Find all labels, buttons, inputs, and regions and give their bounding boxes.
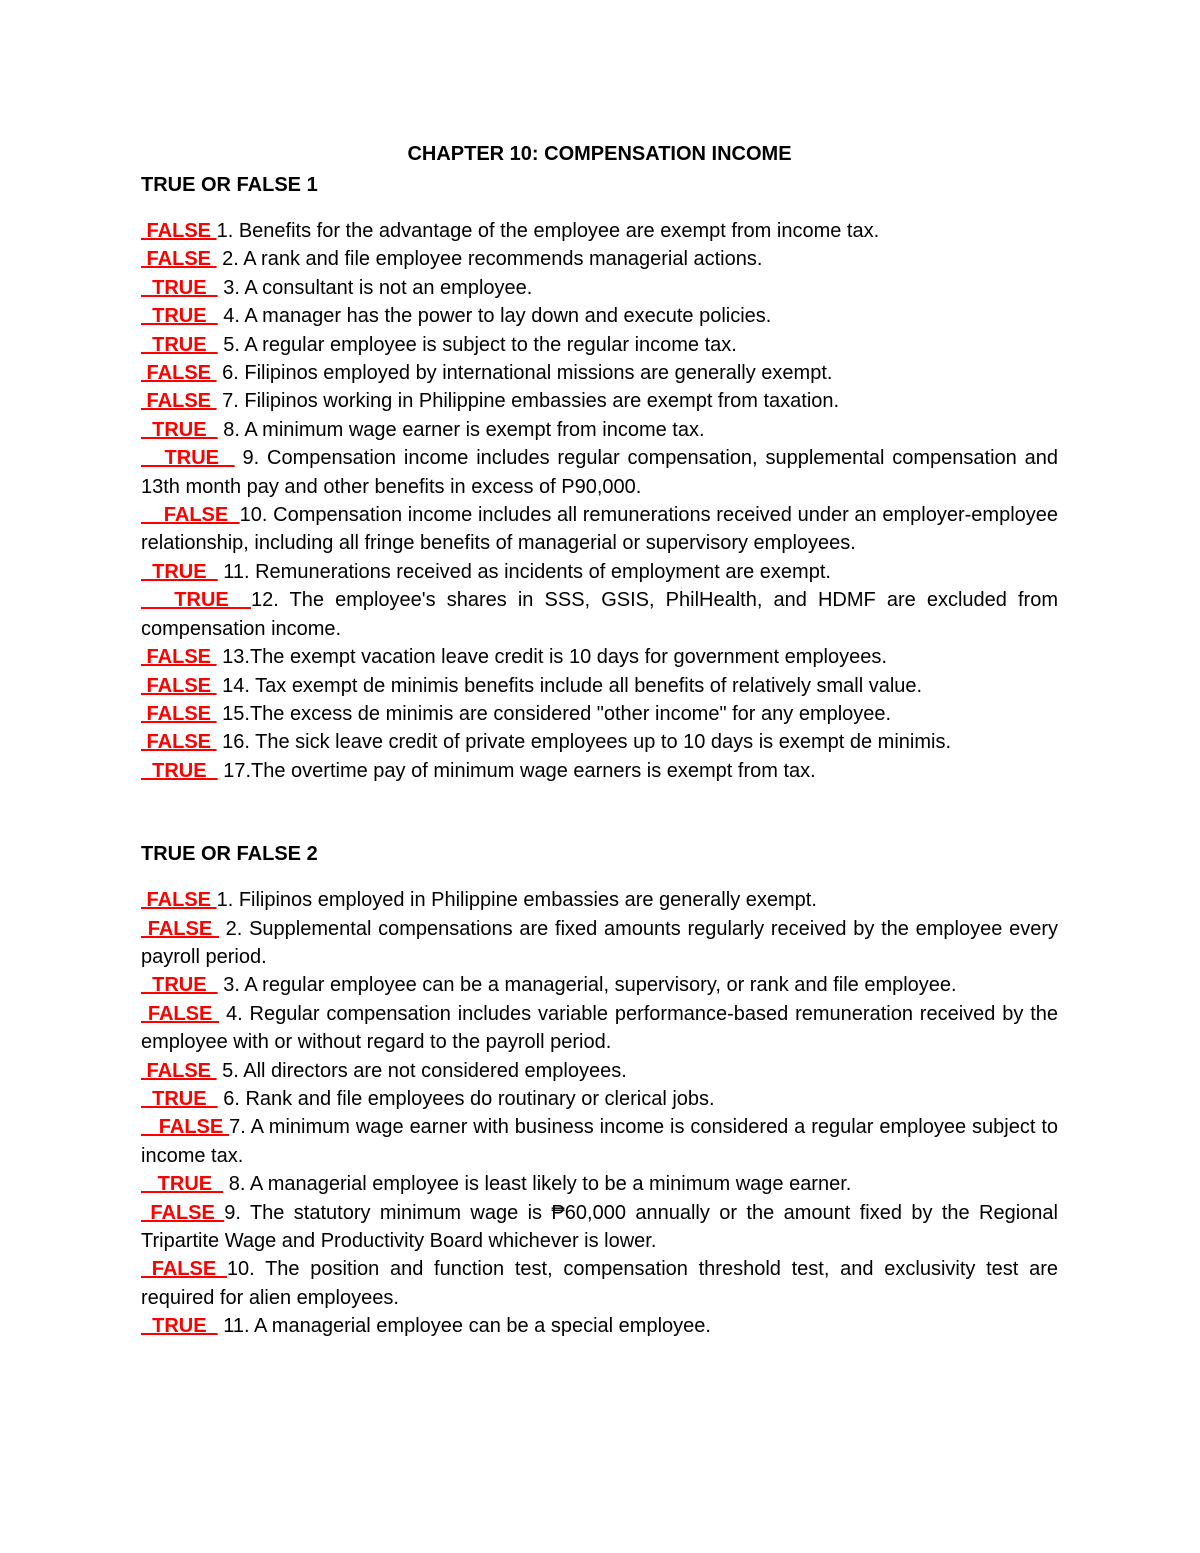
question-item — [141, 217, 1058, 245]
question-item — [141, 245, 1058, 273]
section-items — [141, 886, 1058, 1341]
question-text: 3. A regular employee can be a managerial, supervisory, or rank and file employee. — [217, 974, 957, 997]
answer-label: FALSE — [141, 1201, 225, 1224]
question-item — [141, 1255, 1058, 1312]
document-page — [141, 140, 1058, 1341]
answer-label: TRUE — [141, 1173, 224, 1196]
answer-label: FALSE — [141, 1258, 227, 1281]
answer-label: TRUE — [141, 305, 218, 328]
answer-label: TRUE — [141, 447, 235, 470]
question-item — [141, 387, 1058, 415]
question-text: 13.The exempt vacation leave credit is 10 days for government employees. — [216, 646, 887, 669]
question-text: 14. Tax exempt de minimis benefits include all benefits of relatively small value. — [216, 674, 923, 697]
question-item — [141, 915, 1058, 972]
answer-label: TRUE — [141, 974, 218, 997]
answer-label: TRUE — [141, 276, 218, 299]
question-text: 11. A managerial employee can be a special employee. — [217, 1315, 711, 1338]
answer-label: TRUE — [141, 333, 218, 356]
question-text: 2. A rank and file employee recommends managerial actions. — [216, 248, 763, 271]
question-text: 10. The position and function test, compensation threshold test, and exclusivity test are required for alien employees. — [141, 1258, 1058, 1309]
question-item — [141, 1085, 1058, 1113]
question-item — [141, 416, 1058, 444]
answer-label: TRUE — [141, 759, 218, 782]
question-text: 5. All directors are not considered employees. — [216, 1059, 627, 1082]
question-text: 9. Compensation income includes regular compensation, supplemental compensation and 13th month pay and other benefits in excess of P90,000. — [141, 447, 1058, 498]
question-item — [141, 1113, 1058, 1170]
question-text: 11. Remunerations received as incidents of employment are exempt. — [217, 560, 831, 583]
answer-label: TRUE — [141, 418, 218, 441]
question-item — [141, 1000, 1058, 1057]
question-text: 8. A managerial employee is least likely to be a minimum wage earner. — [223, 1173, 852, 1196]
answer-label: TRUE — [141, 589, 251, 612]
question-text: 16. The sick leave credit of private employees up to 10 days is exempt de minimis. — [216, 731, 952, 754]
section-2 — [141, 840, 1058, 1341]
question-item — [141, 1199, 1058, 1256]
answer-label: TRUE — [141, 560, 218, 583]
answer-label: FALSE — [141, 1059, 217, 1082]
question-text: 4. A manager has the power to lay down and execute policies. — [217, 305, 772, 328]
question-text: 10. Compensation income includes all remunerations received under an employer-employee relationship, including all fringe benefits of managerial or supervisory employees. — [141, 504, 1059, 555]
question-item — [141, 757, 1058, 785]
answer-label: FALSE — [141, 702, 217, 725]
answer-label: FALSE — [141, 917, 219, 940]
question-item — [141, 1170, 1058, 1198]
question-text: 5. A regular employee is subject to the regular income tax. — [217, 333, 737, 356]
question-item — [141, 971, 1058, 999]
answer-label: FALSE — [141, 646, 217, 669]
question-text: 9. The statutory minimum wage is ₱60,000 annually or the amount fixed by the Regional Tripartite Wage and Productivity Board whichever is lower. — [141, 1201, 1058, 1252]
answer-label: FALSE — [141, 674, 217, 697]
question-item — [141, 643, 1058, 671]
question-text: 17.The overtime pay of minimum wage earners is exempt from tax. — [217, 759, 816, 782]
section-1 — [141, 171, 1058, 785]
question-text: 6. Filipinos employed by international missions are generally exempt. — [216, 362, 833, 385]
question-text: 1. Filipinos employed in Philippine embassies are generally exempt. — [216, 889, 817, 912]
question-text: 3. A consultant is not an employee. — [217, 276, 533, 299]
section-items — [141, 217, 1058, 785]
answer-label: FALSE — [141, 362, 217, 385]
chapter-title: CHAPTER 10: COMPENSATION INCOME — [407, 143, 792, 165]
answer-label: FALSE — [141, 1116, 230, 1139]
question-item — [141, 1312, 1058, 1340]
question-item — [141, 331, 1058, 359]
question-item — [141, 700, 1058, 728]
question-text: 4. Regular compensation includes variable performance-based remuneration received by the employee with or without regard to the payroll period. — [141, 1002, 1058, 1054]
question-item — [141, 1057, 1058, 1085]
section-title: TRUE OR FALSE 1 — [141, 174, 318, 196]
question-text: 2. Supplemental compensations are fixed amounts regularly received by the employee every payroll period. — [141, 917, 1058, 968]
answer-label: FALSE — [141, 220, 217, 242]
question-item — [141, 886, 1058, 914]
section-title: TRUE OR FALSE 2 — [141, 843, 318, 866]
question-text: 7. Filipinos working in Philippine embassies are exempt from taxation. — [216, 390, 840, 413]
answer-label: FALSE — [141, 1002, 220, 1025]
question-item — [141, 501, 1058, 558]
question-text: 7. A minimum wage earner with business income is considered a regular employee subject to income tax. — [141, 1116, 1058, 1167]
question-item — [141, 444, 1058, 501]
answer-label: FALSE — [141, 731, 217, 754]
question-item — [141, 728, 1058, 756]
answer-label: FALSE — [141, 248, 217, 271]
question-item — [141, 558, 1058, 586]
question-item — [141, 586, 1058, 643]
question-item — [141, 274, 1058, 302]
answer-label: FALSE — [141, 504, 240, 527]
answer-label: FALSE — [141, 390, 217, 413]
question-item — [141, 359, 1058, 387]
question-text: 12. The employee's shares in SSS, GSIS, PhilHealth, and HDMF are excluded from compensation income. — [141, 589, 1058, 640]
question-text: 1. Benefits for the advantage of the employee are exempt from income tax. — [216, 220, 880, 242]
answer-label: FALSE — [141, 889, 217, 912]
answer-label: TRUE — [141, 1087, 218, 1110]
answer-label: TRUE — [141, 1315, 218, 1338]
question-text: 6. Rank and file employees do routinary or clerical jobs. — [217, 1087, 715, 1110]
question-text: 15.The excess de minimis are considered "other income" for any employee. — [216, 702, 892, 725]
question-item — [141, 672, 1058, 700]
question-text: 8. A minimum wage earner is exempt from income tax. — [217, 418, 705, 441]
question-item — [141, 302, 1058, 330]
